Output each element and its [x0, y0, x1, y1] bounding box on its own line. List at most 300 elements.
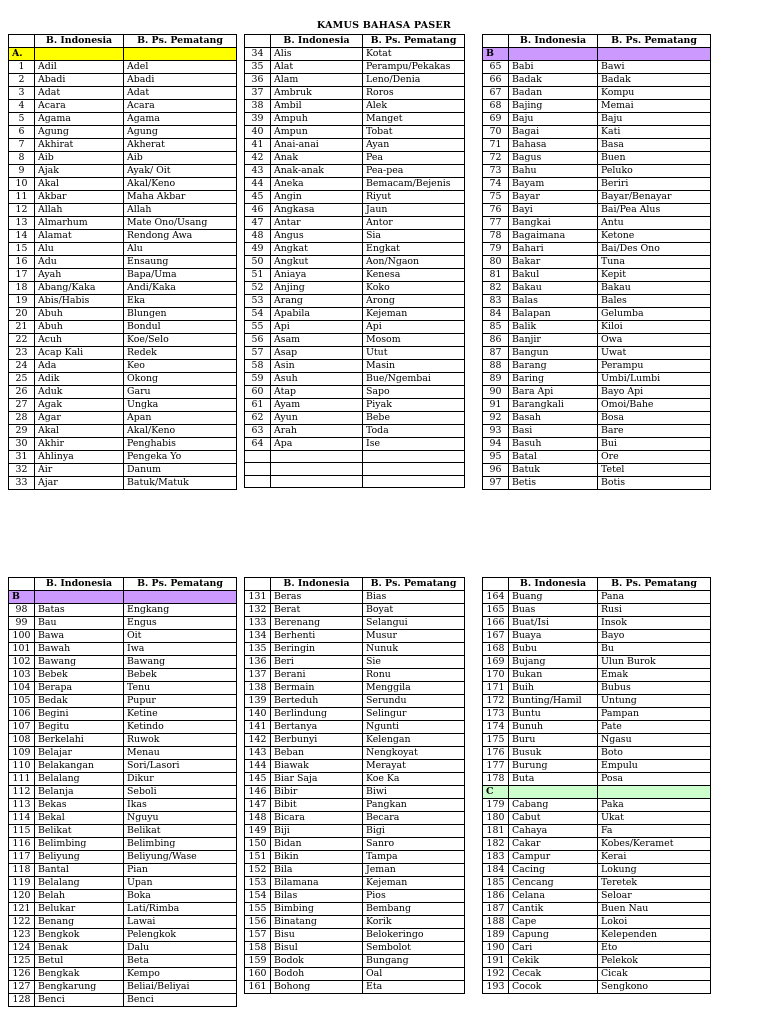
word-paser: Ayan	[363, 139, 465, 152]
word-paser: Beriri	[598, 178, 711, 191]
entry-number: 183	[483, 851, 509, 864]
entry-number: 10	[9, 178, 35, 191]
word-paser: Kotat	[363, 48, 465, 61]
word-indonesia: Biji	[271, 825, 363, 838]
word-indonesia: Bayi	[509, 204, 598, 217]
table-row	[245, 269, 465, 282]
table-row	[245, 708, 465, 721]
word-indonesia: Cencang	[509, 877, 598, 890]
word-paser: Riyut	[363, 191, 465, 204]
entry-number: 57	[245, 347, 271, 360]
table-row	[483, 591, 711, 604]
table-row	[9, 747, 237, 760]
section-empty-cell	[509, 786, 598, 799]
word-paser: Bayo Api	[598, 386, 711, 399]
table-row	[245, 773, 465, 786]
word-indonesia: Belukar	[35, 903, 124, 916]
table-row	[245, 139, 465, 152]
word-paser: Serundu	[363, 695, 465, 708]
table-row	[245, 48, 465, 61]
word-indonesia: Abis/Habis	[35, 295, 124, 308]
entry-number: 141	[245, 721, 271, 734]
entry-number: 50	[245, 256, 271, 269]
entry-number: 143	[245, 747, 271, 760]
word-paser: Benci	[124, 994, 237, 1007]
entry-number: 125	[9, 955, 35, 968]
word-indonesia: Bekas	[35, 799, 124, 812]
word-paser: Ulun Burok	[598, 656, 711, 669]
entry-number: 82	[483, 282, 509, 295]
word-paser: Sie	[363, 656, 465, 669]
entry-number: 41	[245, 139, 271, 152]
entry-number: 3	[9, 87, 35, 100]
word-paser: Eta	[363, 981, 465, 994]
word-indonesia: Ayam	[271, 399, 363, 412]
entry-number: 111	[9, 773, 35, 786]
entry-number: 106	[9, 708, 35, 721]
header-number	[245, 35, 271, 48]
table-row	[483, 916, 711, 929]
table-row	[9, 708, 237, 721]
empty-row	[245, 475, 465, 487]
table-row	[483, 812, 711, 825]
section-row	[483, 48, 711, 61]
section-row	[9, 591, 237, 604]
word-paser: Bawi	[598, 61, 711, 74]
word-indonesia: Biar Saja	[271, 773, 363, 786]
word-paser: Koe Ka	[363, 773, 465, 786]
entry-number: 98	[9, 604, 35, 617]
word-paser: Engkat	[363, 243, 465, 256]
entry-number: 173	[483, 708, 509, 721]
word-indonesia: Berat	[271, 604, 363, 617]
entry-number: 151	[245, 851, 271, 864]
section-row	[9, 48, 237, 61]
entry-number: 146	[245, 786, 271, 799]
word-indonesia: Bengkarung	[35, 981, 124, 994]
word-paser: Pana	[598, 591, 711, 604]
word-indonesia: Balas	[509, 295, 598, 308]
word-paser: Selangui	[363, 617, 465, 630]
entry-number: 89	[483, 373, 509, 386]
word-indonesia: Adat	[35, 87, 124, 100]
word-indonesia: Berteduh	[271, 695, 363, 708]
word-indonesia: Berani	[271, 669, 363, 682]
word-indonesia: Apa	[271, 438, 363, 451]
word-indonesia: Alat	[271, 61, 363, 74]
word-indonesia: Bakau	[509, 282, 598, 295]
word-indonesia: Buas	[509, 604, 598, 617]
entry-number: 148	[245, 812, 271, 825]
entry-number: 172	[483, 695, 509, 708]
table-row	[245, 230, 465, 243]
entry-number: 122	[9, 916, 35, 929]
word-indonesia: Ampun	[271, 126, 363, 139]
word-indonesia: Allah	[35, 204, 124, 217]
word-paser: Iwa	[124, 643, 237, 656]
table-row	[9, 760, 237, 773]
entry-number: 73	[483, 165, 509, 178]
word-paser: Bembang	[363, 903, 465, 916]
table-row	[245, 903, 465, 916]
entry-number: 134	[245, 630, 271, 643]
entry-number: 115	[9, 825, 35, 838]
entry-number: 26	[9, 386, 35, 399]
word-indonesia: Berkelahi	[35, 734, 124, 747]
word-indonesia: Beliyung	[35, 851, 124, 864]
word-paser: Koe/Selo	[124, 334, 237, 347]
entry-number: 8	[9, 152, 35, 165]
word-paser: Abadi	[124, 74, 237, 87]
table-row	[245, 747, 465, 760]
table-row	[483, 903, 711, 916]
word-indonesia: Aneka	[271, 178, 363, 191]
entry-number: 25	[9, 373, 35, 386]
table-row	[9, 942, 237, 955]
entry-number: 174	[483, 721, 509, 734]
entry-number: 52	[245, 282, 271, 295]
table-row	[9, 373, 237, 386]
word-paser: Bungang	[363, 955, 465, 968]
table-row	[245, 438, 465, 451]
word-indonesia: Campur	[509, 851, 598, 864]
word-indonesia: Angus	[271, 230, 363, 243]
table-row	[9, 321, 237, 334]
table-row	[245, 838, 465, 851]
word-paser: Becara	[363, 812, 465, 825]
word-paser: Pian	[124, 864, 237, 877]
table-row	[483, 669, 711, 682]
word-paser: Pangkan	[363, 799, 465, 812]
table-row	[245, 61, 465, 74]
entry-number: 30	[9, 438, 35, 451]
word-paser: Dalu	[124, 942, 237, 955]
header-paser: B. Ps. Pematang	[598, 35, 711, 48]
table-row	[9, 256, 237, 269]
entry-number: 161	[245, 981, 271, 994]
entry-number: 187	[483, 903, 509, 916]
entry-number: 100	[9, 630, 35, 643]
word-indonesia: Akhir	[35, 438, 124, 451]
word-indonesia: Akal	[35, 425, 124, 438]
word-paser: Omoi/Bahe	[598, 399, 711, 412]
word-paser: Rendong Awa	[124, 230, 237, 243]
entry-number: 74	[483, 178, 509, 191]
word-indonesia: Bibit	[271, 799, 363, 812]
word-paser: Buen Nau	[598, 903, 711, 916]
word-indonesia: Burung	[509, 760, 598, 773]
table-row	[245, 399, 465, 412]
word-paser: Boka	[124, 890, 237, 903]
word-indonesia: Bilas	[271, 890, 363, 903]
word-indonesia: Cape	[509, 916, 598, 929]
word-paser: Koko	[363, 282, 465, 295]
entry-number: 160	[245, 968, 271, 981]
word-indonesia: Babi	[509, 61, 598, 74]
word-paser: Kempo	[124, 968, 237, 981]
table-row	[245, 890, 465, 903]
table-row	[9, 682, 237, 695]
entry-number: 138	[245, 682, 271, 695]
entry-number: 72	[483, 152, 509, 165]
table-row	[483, 643, 711, 656]
table-row	[245, 100, 465, 113]
entry-number: 112	[9, 786, 35, 799]
word-paser: Antu	[598, 217, 711, 230]
empty-cell	[363, 451, 465, 463]
entry-number: 103	[9, 669, 35, 682]
entry-number: 153	[245, 877, 271, 890]
entry-number: 133	[245, 617, 271, 630]
word-indonesia: Arang	[271, 295, 363, 308]
entry-number: 96	[483, 464, 509, 477]
table-row	[483, 113, 711, 126]
word-indonesia: Agung	[35, 126, 124, 139]
table-row	[483, 61, 711, 74]
header-indonesia: B. Indonesia	[35, 35, 124, 48]
word-indonesia: Bubu	[509, 643, 598, 656]
table-row	[245, 812, 465, 825]
word-paser: Tobat	[363, 126, 465, 139]
table-row	[483, 942, 711, 955]
table-row	[245, 282, 465, 295]
word-indonesia: Bunting/Hamil	[509, 695, 598, 708]
entry-number: 156	[245, 916, 271, 929]
word-indonesia: Alu	[35, 243, 124, 256]
table-row	[9, 799, 237, 812]
entry-number: 128	[9, 994, 35, 1007]
entry-number: 171	[483, 682, 509, 695]
word-indonesia: Adil	[35, 61, 124, 74]
word-indonesia: Bebek	[35, 669, 124, 682]
word-paser: Bawang	[124, 656, 237, 669]
entry-number: 168	[483, 643, 509, 656]
table-row	[9, 773, 237, 786]
entry-number: 20	[9, 308, 35, 321]
entry-number: 80	[483, 256, 509, 269]
table-row	[9, 100, 237, 113]
table-row	[9, 656, 237, 669]
word-indonesia: Bidan	[271, 838, 363, 851]
word-indonesia: Barangkali	[509, 399, 598, 412]
word-indonesia: Betul	[35, 955, 124, 968]
word-paser: Ngunti	[363, 721, 465, 734]
table-row	[9, 630, 237, 643]
word-paser: Kobes/Keramet	[598, 838, 711, 851]
entry-number: 94	[483, 438, 509, 451]
word-paser: Basa	[598, 139, 711, 152]
word-paser: Bebe	[363, 412, 465, 425]
table-row	[9, 165, 237, 178]
entry-number: 83	[483, 295, 509, 308]
table-row	[483, 204, 711, 217]
entry-number: 13	[9, 217, 35, 230]
word-indonesia: Agak	[35, 399, 124, 412]
section-empty-cell	[598, 48, 711, 61]
word-paser: Bai/Des Ono	[598, 243, 711, 256]
entry-number: 22	[9, 334, 35, 347]
word-indonesia: Anak	[271, 152, 363, 165]
word-indonesia: Angkasa	[271, 204, 363, 217]
word-paser: Posa	[598, 773, 711, 786]
table-row	[245, 243, 465, 256]
table-row	[9, 152, 237, 165]
table-row	[245, 630, 465, 643]
table-row	[483, 734, 711, 747]
word-paser: Okong	[124, 373, 237, 386]
word-indonesia: Benang	[35, 916, 124, 929]
table-row	[245, 204, 465, 217]
entry-number: 7	[9, 139, 35, 152]
header-paser: B. Ps. Pematang	[363, 35, 465, 48]
table-row	[9, 994, 237, 1007]
word-indonesia: Belah	[35, 890, 124, 903]
word-indonesia: Beringin	[271, 643, 363, 656]
table-row	[9, 74, 237, 87]
word-indonesia: Buaya	[509, 630, 598, 643]
word-indonesia: Antar	[271, 217, 363, 230]
word-indonesia: Ayah	[35, 269, 124, 282]
entry-number: 120	[9, 890, 35, 903]
word-paser: Bubus	[598, 682, 711, 695]
entry-number: 118	[9, 864, 35, 877]
table-row	[483, 399, 711, 412]
word-paser: Leno/Denia	[363, 74, 465, 87]
word-paser: Memai	[598, 100, 711, 113]
word-paser: Apan	[124, 412, 237, 425]
word-indonesia: Adik	[35, 373, 124, 386]
entry-number: 170	[483, 669, 509, 682]
dictionary-table-1	[8, 34, 237, 490]
word-indonesia: Buntu	[509, 708, 598, 721]
entry-number: 91	[483, 399, 509, 412]
table-row	[9, 360, 237, 373]
word-indonesia: Bagaimana	[509, 230, 598, 243]
header-paser: B. Ps. Pematang	[124, 35, 237, 48]
word-indonesia: Beban	[271, 747, 363, 760]
word-paser: Ise	[363, 438, 465, 451]
entry-number: 167	[483, 630, 509, 643]
entry-number: 2	[9, 74, 35, 87]
word-paser: Alek	[363, 100, 465, 113]
word-paser: Pea	[363, 152, 465, 165]
word-paser: Boyat	[363, 604, 465, 617]
table-row	[9, 217, 237, 230]
word-indonesia: Bertanya	[271, 721, 363, 734]
entry-number: 68	[483, 100, 509, 113]
entry-number: 102	[9, 656, 35, 669]
entry-number: 164	[483, 591, 509, 604]
word-paser: Eto	[598, 942, 711, 955]
word-indonesia: Bisu	[271, 929, 363, 942]
table-row	[483, 877, 711, 890]
word-indonesia: Bajing	[509, 100, 598, 113]
entry-number: 63	[245, 425, 271, 438]
section-label: B	[9, 591, 35, 604]
word-indonesia: Bahu	[509, 165, 598, 178]
word-paser: Utut	[363, 347, 465, 360]
word-paser: Beliyung/Wase	[124, 851, 237, 864]
word-indonesia: Celana	[509, 890, 598, 903]
word-paser: Redek	[124, 347, 237, 360]
word-indonesia: Bukan	[509, 669, 598, 682]
word-paser: Gelumba	[598, 308, 711, 321]
word-paser: Akal/Keno	[124, 425, 237, 438]
word-indonesia: Bibir	[271, 786, 363, 799]
word-paser: Jaun	[363, 204, 465, 217]
entry-number: 136	[245, 656, 271, 669]
word-indonesia: Alam	[271, 74, 363, 87]
word-paser: Arong	[363, 295, 465, 308]
word-paser: Belokeringo	[363, 929, 465, 942]
entry-number: 131	[245, 591, 271, 604]
entry-number: 19	[9, 295, 35, 308]
entry-number: 92	[483, 412, 509, 425]
entry-number: 121	[9, 903, 35, 916]
table-row	[9, 838, 237, 851]
table-row	[245, 916, 465, 929]
table-row	[9, 451, 237, 464]
entry-number: 58	[245, 360, 271, 373]
entry-number: 9	[9, 165, 35, 178]
table-row	[483, 451, 711, 464]
table-row	[483, 682, 711, 695]
word-paser: Bales	[598, 295, 711, 308]
table-row	[9, 243, 237, 256]
word-paser: Bias	[363, 591, 465, 604]
table-row	[245, 217, 465, 230]
entry-number: 182	[483, 838, 509, 851]
header-paser: B. Ps. Pematang	[363, 578, 465, 591]
word-paser: Pengeka Yo	[124, 451, 237, 464]
table-row	[245, 825, 465, 838]
word-indonesia: Acap Kali	[35, 347, 124, 360]
table-row	[245, 256, 465, 269]
word-paser: Bondul	[124, 321, 237, 334]
word-paser: Tenu	[124, 682, 237, 695]
word-paser: Toda	[363, 425, 465, 438]
table-row	[9, 825, 237, 838]
entry-number: 43	[245, 165, 271, 178]
entry-number: 32	[9, 464, 35, 477]
word-paser: Paka	[598, 799, 711, 812]
entry-number: 184	[483, 864, 509, 877]
table-row	[9, 851, 237, 864]
word-indonesia: Ahlinya	[35, 451, 124, 464]
word-indonesia: Bagai	[509, 126, 598, 139]
entry-number: 5	[9, 113, 35, 126]
word-indonesia: Angin	[271, 191, 363, 204]
header-row	[483, 35, 711, 48]
entry-number: 107	[9, 721, 35, 734]
table-row	[483, 282, 711, 295]
table-row	[245, 165, 465, 178]
header-number	[9, 35, 35, 48]
word-indonesia: Cakar	[509, 838, 598, 851]
table-row	[483, 347, 711, 360]
word-paser: Jeman	[363, 864, 465, 877]
word-paser: Andi/Kaka	[124, 282, 237, 295]
table-row	[245, 968, 465, 981]
table-row	[483, 617, 711, 630]
word-indonesia: Adu	[35, 256, 124, 269]
word-paser: Ronu	[363, 669, 465, 682]
word-indonesia: Agama	[35, 113, 124, 126]
word-paser: Kejeman	[363, 877, 465, 890]
word-paser: Belikat	[124, 825, 237, 838]
section-row	[483, 786, 711, 799]
entry-number: 76	[483, 204, 509, 217]
